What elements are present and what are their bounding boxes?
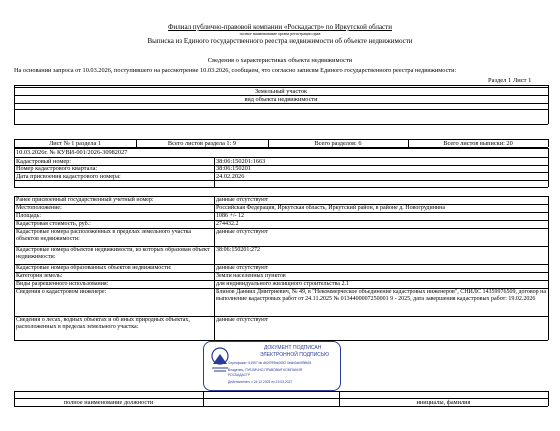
formed-objects-label: Кадастровые номера образованных объектов недвижимости: bbox=[16, 265, 172, 271]
prev-number-label: Ранее присвоенный государственный учетный номер: bbox=[16, 197, 154, 203]
engineer-label: Сведения о кадастровом инженере: bbox=[16, 289, 107, 295]
assignment-date-label: Дата присвоения кадастрового номера: bbox=[16, 172, 121, 180]
source-objects-value: 38:06:150201:272 bbox=[216, 247, 261, 253]
object-type-caption: вид объекта недвижимости bbox=[244, 96, 318, 103]
engineer-value: Блинов Даниил Дмитриевич, № 49, в "Некоммерческое объединение кадастровых инженеров", СНИЛС 14359976509, договор на выполнение кадастровых работ от 24.11.2025 № 0134400007250001 9 - 2025, дата завершения кадастровых работ: 19.02.2026 bbox=[216, 289, 546, 302]
total-extract-sheets: Всего листов выписки: 20 bbox=[443, 140, 513, 147]
quarter-number-label: Номер кадастрового квартала: bbox=[16, 165, 98, 172]
location-label: Местоположение: bbox=[16, 205, 62, 211]
stamp-owner: Владелец: ПУБЛИЧНО-ПРАВОВАЯ КОМПАНИЯ bbox=[228, 368, 303, 372]
natural-objects-value: данные отсутствуют bbox=[216, 317, 269, 323]
document-title: Выписка из Единого государственного реестра недвижимости об объекте недвижимости bbox=[147, 37, 413, 45]
land-category-label: Категория земель: bbox=[16, 273, 63, 279]
land-category-value: Земли населенных пунктов bbox=[216, 273, 286, 279]
cadastral-number-label: Кадастровый номер: bbox=[16, 157, 72, 165]
located-objects-value: данные отсутствуют bbox=[216, 229, 269, 235]
stamp-validity: Действителен: с 24.12.2025 по 19.03.2027 bbox=[228, 380, 293, 384]
cadastral-number-value: 38:06:150201:1663 bbox=[216, 157, 266, 165]
area-label: Площадь: bbox=[16, 213, 42, 219]
header-organization: Филиал публично-правовой компании «Роскадастр» по Иркутской области bbox=[168, 23, 392, 31]
stamp-title-1: ДОКУМЕНТ ПОДПИСАН bbox=[264, 345, 322, 351]
total-section-sheets: Всего листов раздела 1: 9 bbox=[167, 140, 237, 147]
permitted-use-label: Виды разрешенного использования: bbox=[16, 281, 109, 287]
located-objects-label: Кадастровые номера расположенных в пределах земельного участка объектов недвижимости: bbox=[16, 229, 192, 242]
sheet-number: Лист № 1 раздела 1 bbox=[48, 140, 102, 147]
assignment-date-value: 24.02.2026 bbox=[216, 172, 245, 180]
position-caption: полное наименование должности bbox=[63, 398, 154, 406]
quarter-number-value: 38:06:150201 bbox=[216, 165, 251, 172]
document-subtitle: Сведения о характеристиках объекта недвижимости bbox=[207, 57, 353, 64]
natural-objects-label: Сведения о лесах, водных объектах и об иных природных объектах, расположенных в пределах земельного участка: bbox=[16, 317, 190, 330]
stamp-certificate: Сертификат: 61997 bb d62f799bb0f2f2 0ebb0ab0f3ffb61 bbox=[228, 361, 312, 365]
object-type: Земельный участок bbox=[254, 88, 308, 95]
name-caption: инициалы, фамилия bbox=[416, 398, 471, 406]
record-number: 10.03.2026г. № КУВИ-001/2026-30982027 bbox=[16, 149, 128, 156]
signature-stamp bbox=[203, 341, 341, 391]
cadastral-cost-label: Кадастровая стоимость, руб.: bbox=[16, 221, 91, 227]
formed-objects-value: данные отсутствуют bbox=[216, 265, 269, 271]
total-sections: Всего разделов: 6 bbox=[314, 140, 362, 147]
request-basis: На основании запроса от 10.03.2026, поступившего на рассмотрение 10.03.2026, сообщаем, что согласно записям Единого государственного реестра недвижимости: bbox=[14, 67, 457, 74]
prev-number-value: данные отсутствуют bbox=[216, 197, 269, 203]
permitted-use-value: для индивидуального жилищного строительства 2.1 bbox=[216, 281, 349, 287]
cadastral-cost-value: 274432.2 bbox=[216, 221, 239, 227]
stamp-title-2: ЭЛЕКТРОННОЙ ПОДПИСЬЮ bbox=[260, 352, 330, 358]
location-value: Российская Федерация, Иркутская область, Иркутский район, в районе д. Новогрудинина bbox=[216, 205, 445, 211]
header-organization-caption: полное наименование органа регистрации прав bbox=[239, 31, 321, 36]
source-objects-label: Кадастровые номера объектов недвижимости, из которых образован объект недвижимости: bbox=[16, 247, 210, 260]
stamp-owner-2: РОСКАДАСТР bbox=[228, 373, 251, 377]
area-value: 1086 +/- 12 bbox=[216, 213, 245, 219]
section-label: Раздел 1 Лист 1 bbox=[488, 77, 532, 84]
